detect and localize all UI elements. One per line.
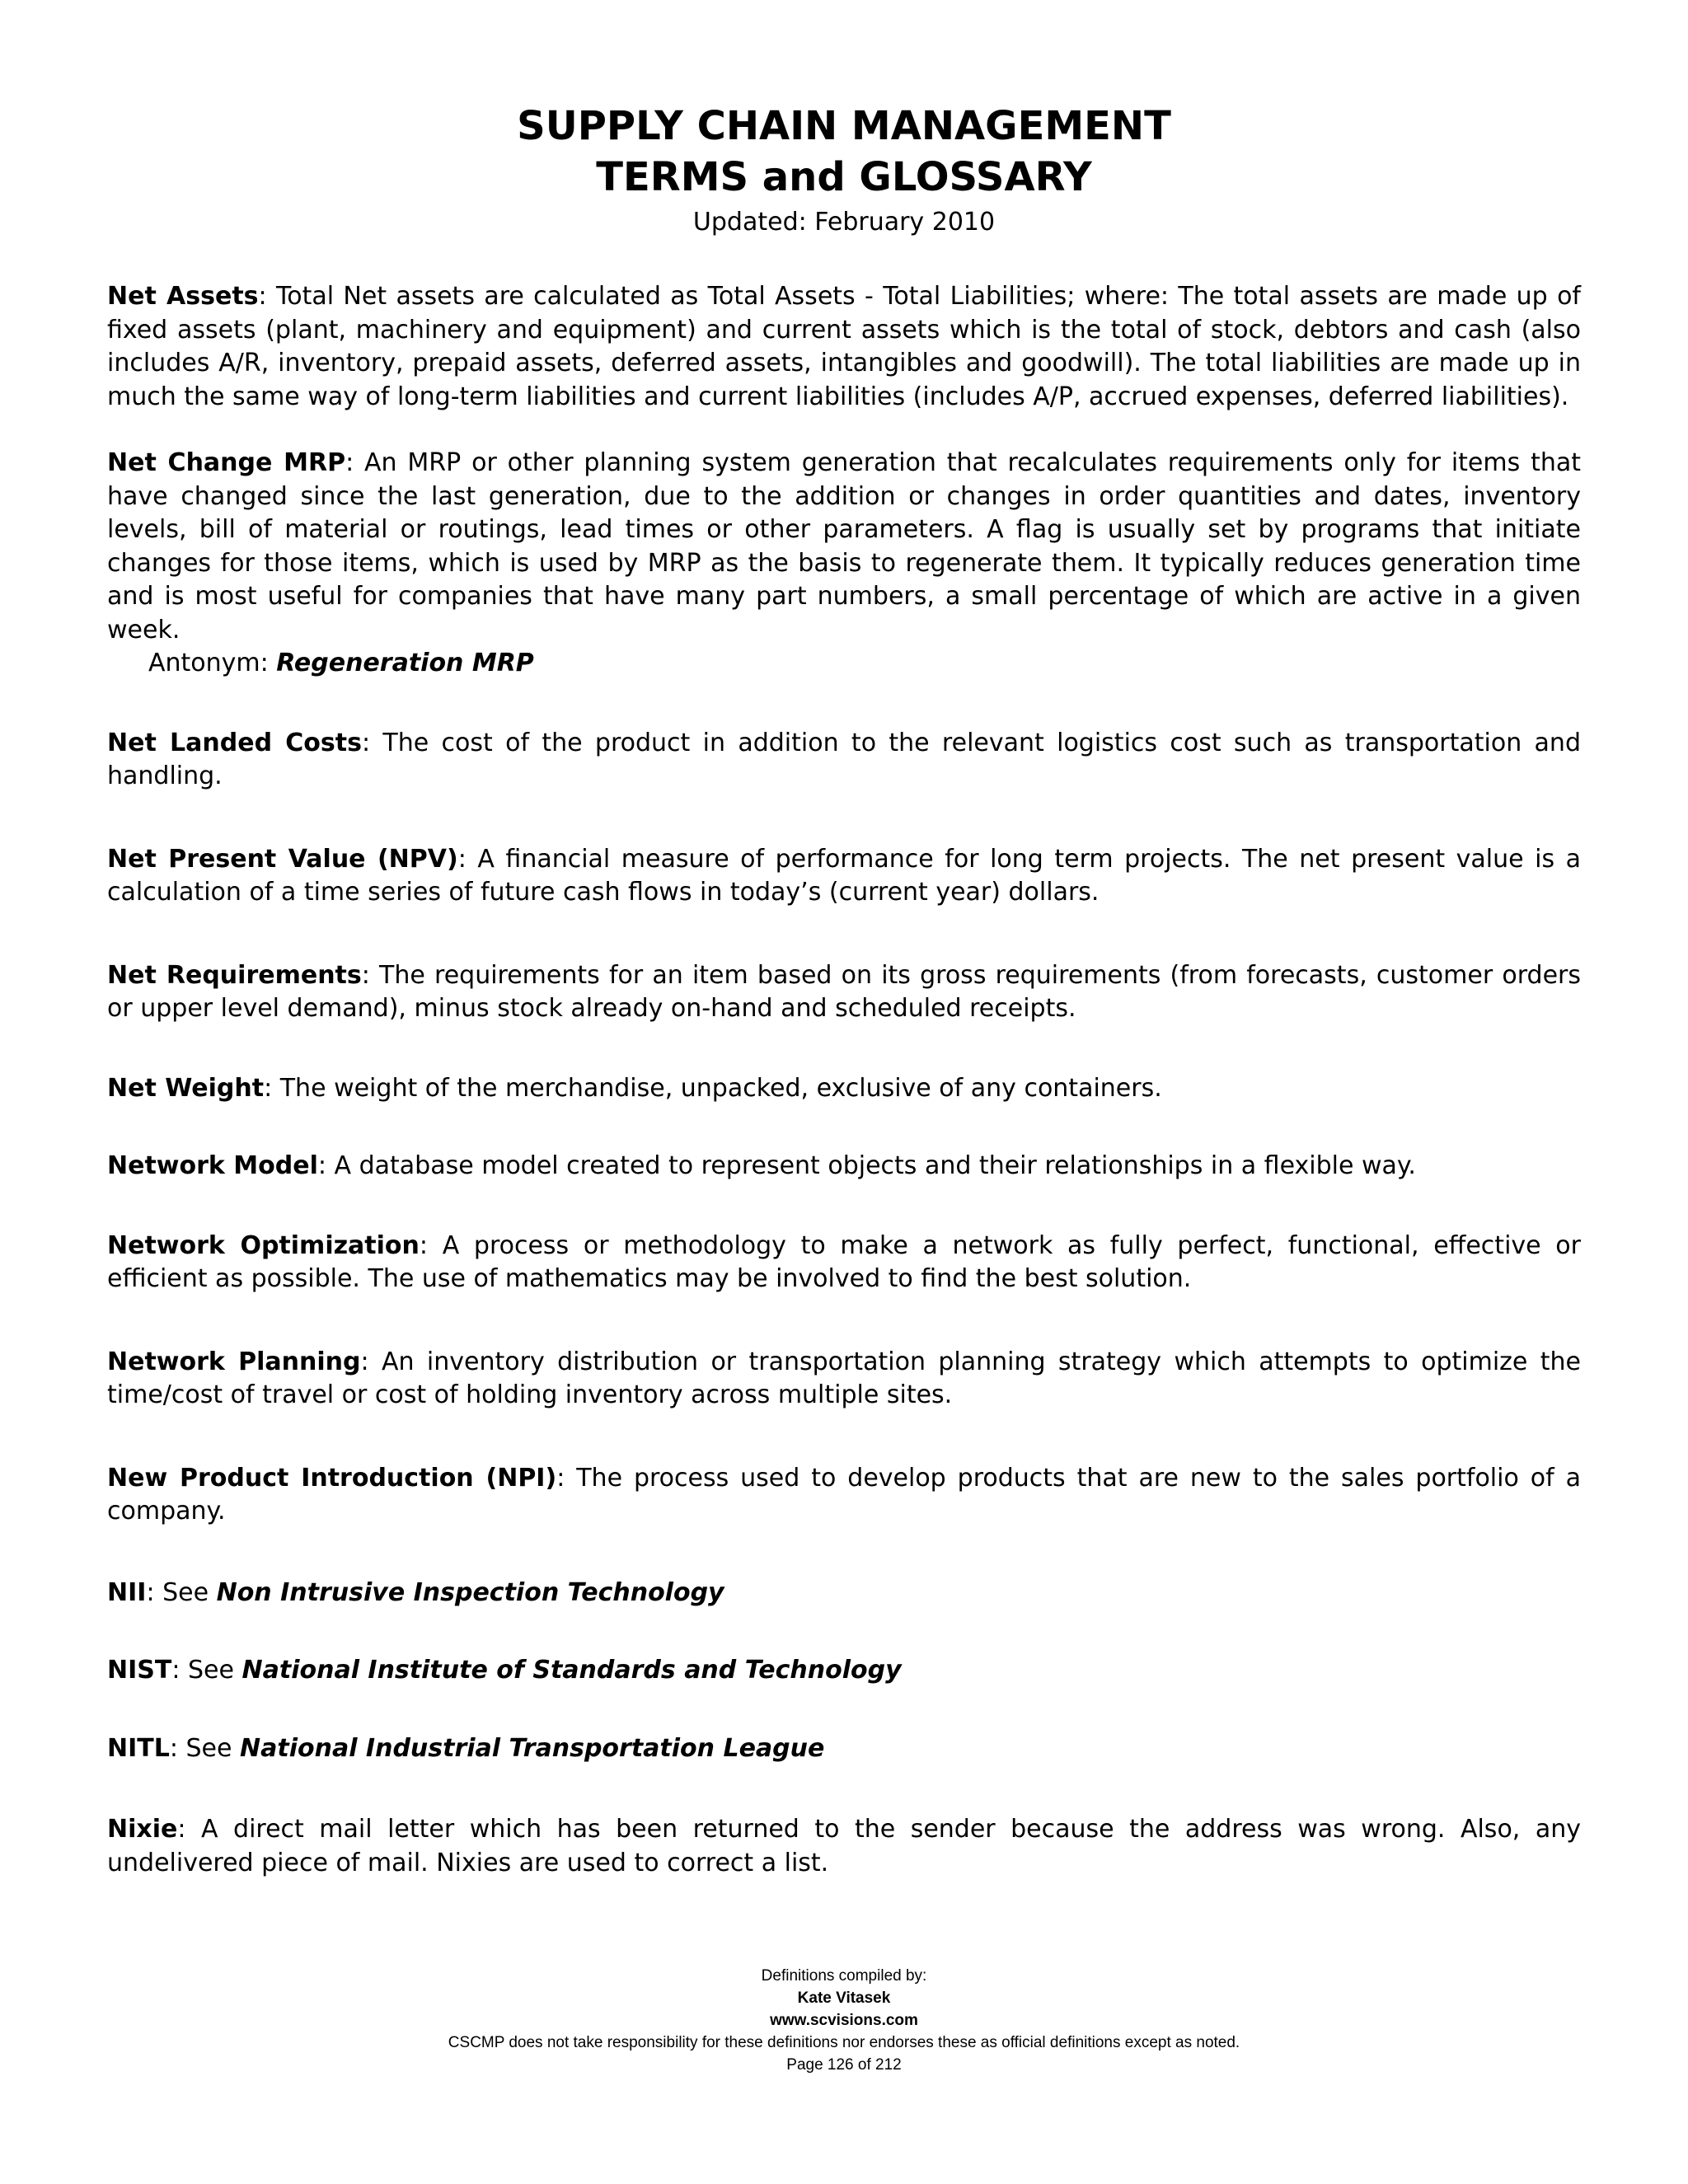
glossary-term: NII <box>107 1577 147 1607</box>
term-separator: : <box>169 1733 186 1763</box>
glossary-definition: The cost of the product in addition to the relevant logistics cost such as transportation and handling. <box>107 728 1581 790</box>
see-reference: Non Intrusive Inspection Technology <box>216 1577 724 1607</box>
term-separator: : <box>317 1151 335 1180</box>
glossary-definition: See <box>188 1656 242 1685</box>
page-title-line-2: TERMS and GLOSSARY <box>596 154 1092 200</box>
glossary-definition: A process or methodology to make a network as fully perfect, functional, effective or efficient as possible. The use of mathematics may be involved to find the best solution. <box>107 1230 1581 1293</box>
glossary-entry-net-change-mrp <box>107 447 1581 647</box>
glossary-term: NITL <box>107 1733 170 1763</box>
see-reference: National Industrial Transportation League <box>240 1733 825 1763</box>
glossary-term: Network Optimization <box>107 1230 420 1260</box>
footer-website: www.scvisions.com <box>770 2012 918 2029</box>
glossary-term: Net Requirements <box>107 960 362 990</box>
term-separator: : <box>361 728 383 757</box>
glossary-definition: A database model created to represent objects and their relationships in a flexible way. <box>334 1151 1416 1180</box>
footer-compiled-by: Definitions compiled by: <box>761 1967 927 1985</box>
term-separator: : <box>345 448 365 477</box>
glossary-definition: See <box>185 1733 241 1763</box>
glossary-term: Nixie <box>107 1815 178 1844</box>
glossary-term: Net Change MRP <box>107 448 346 477</box>
glossary-term: NIST <box>107 1656 172 1685</box>
antonym-value: Regeneration MRP <box>276 649 534 677</box>
glossary-term: Net Weight <box>107 1073 265 1103</box>
footer-author: Kate Vitasek <box>797 1990 891 2007</box>
term-separator: : <box>264 1073 280 1103</box>
glossary-definition: An MRP or other planning system generation that recalculates requirements only for items that have changed since the last generation, due to the addition or changes in order quantities and dates, inventory levels, bill of material or routings, lead times or other parameters. A flag is usually set by programs that initiate changes for those items, which is used by MRP as the basis to regenerate them. It typically reduces generation time and is most useful for companies that have many part numbers, a small percentage of which are active in a given week. <box>107 448 1581 644</box>
glossary-entry-net-assets <box>107 280 1581 414</box>
glossary-definition: An inventory distribution or transportation planning strategy which attempts to optimize the time/cost of travel or cost of holding inventory across multiple sites. <box>107 1347 1582 1409</box>
page-title-line-1: SUPPLY CHAIN MANAGEMENT <box>517 103 1171 149</box>
term-separator: : <box>360 1347 382 1376</box>
glossary-definition: A direct mail letter which has been returned to the sender because the address was wrong. Also, any undelivered piece of mail. Nixies are used to correct a list. <box>107 1815 1581 1877</box>
glossary-entry-new-product-introduction <box>107 1462 1581 1529</box>
see-reference: National Institute of Standards and Technology <box>241 1656 902 1685</box>
page-footer <box>0 1965 1688 2076</box>
glossary-definition: A financial measure of performance for long term projects. The net present value is a calculation of a time series of future cash flows in today’s (current year) dollars. <box>107 844 1581 907</box>
glossary-definition: Total Net assets are calculated as Total Assets - Total Liabilities; where: The total assets are made up of fixed assets (plant, machinery and equipment) and current assets which is the total of stock, debtors and cash (also includes A/R, inventory, prepaid assets, deferred assets, intangibles and goodwill). The total liabilities are made up in much the same way of long-term liabilities and current liabilities (includes A/P, accrued expenses, deferred liabilities). <box>107 282 1581 411</box>
glossary-definition: The requirements for an item based on its gross requirements (from forecasts, customer orders or upper level demand), minus stock already on-hand and scheduled receipts. <box>107 960 1581 1023</box>
glossary-list <box>107 280 1581 1880</box>
glossary-entry-network-optimization <box>107 1230 1581 1296</box>
glossary-entry-net-present-value <box>107 843 1581 910</box>
glossary-entry-net-weight <box>107 1072 1581 1106</box>
glossary-entry-net-requirements <box>107 959 1581 1026</box>
glossary-entry-net-landed-costs <box>107 727 1581 794</box>
footer-page-number: Page 126 of 212 <box>786 2056 902 2074</box>
term-separator: : <box>171 1656 188 1685</box>
term-separator: : <box>457 844 478 874</box>
glossary-entry-network-planning <box>107 1346 1581 1413</box>
glossary-definition: The process used to develop products that are new to the sales portfolio of a company. <box>107 1463 1581 1526</box>
glossary-entry-nist <box>107 1654 1581 1688</box>
glossary-term: Network Planning <box>107 1347 361 1376</box>
glossary-entry-network-model <box>107 1150 1581 1183</box>
glossary-term: Net Landed Costs <box>107 728 362 757</box>
glossary-definition: See <box>162 1577 217 1607</box>
glossary-entry-nii <box>107 1577 1581 1610</box>
term-separator: : <box>258 282 277 311</box>
antonym-line <box>107 647 1581 681</box>
footer-disclaimer: CSCMP does not take responsibility for these definitions nor endorses these as official definitions except as noted. <box>448 2034 1240 2051</box>
term-separator: : <box>556 1463 577 1493</box>
title-block <box>0 101 1688 241</box>
glossary-definition: The weight of the merchandise, unpacked, exclusive of any containers. <box>279 1073 1162 1103</box>
term-separator: : <box>177 1815 201 1844</box>
glossary-term: Net Assets <box>107 282 259 311</box>
glossary-entry-nixie <box>107 1813 1581 1880</box>
glossary-term: New Product Introduction (NPI) <box>107 1463 557 1493</box>
term-separator: : <box>361 960 380 990</box>
glossary-term: Net Present Value (NPV) <box>107 844 458 874</box>
term-separator: : <box>419 1230 443 1260</box>
term-separator: : <box>146 1577 163 1607</box>
updated-date: Updated: February 2010 <box>692 208 996 237</box>
glossary-term: Network Model <box>107 1151 318 1180</box>
glossary-entry-nitl <box>107 1732 1581 1766</box>
antonym-label: Antonym: <box>148 649 277 677</box>
